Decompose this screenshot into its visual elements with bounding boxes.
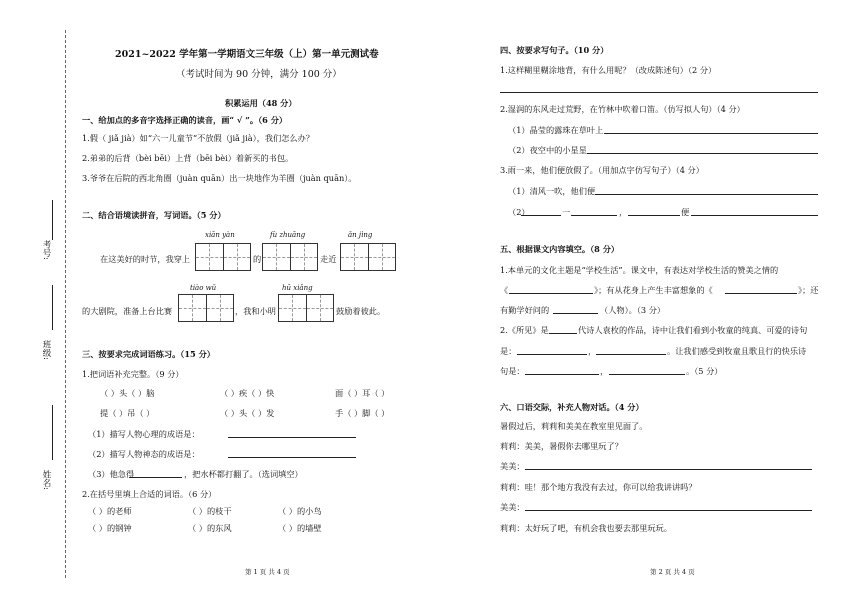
q5-l2b: 》；有从花身上产生丰富想象的《 — [594, 285, 713, 295]
q4-s3b-blank-1[interactable] — [521, 215, 561, 216]
q5-blank-8[interactable] — [609, 374, 685, 375]
phrase-2: （ ）的枝干 — [188, 506, 232, 516]
q5-heading: 五、根据课文内容填空。（8 分） — [500, 244, 620, 254]
exam-subtitle: （考试时间为 90 分钟，满分 100 分） — [176, 69, 342, 80]
pinyin-2: fù zhuāng — [270, 231, 306, 239]
q1-item-2: 2.弟弟的后背（bèi bēi）上背（bēi bèi）着新买的书包。 — [82, 153, 294, 163]
q4-s3a: （1）清风一吹，他们便 — [508, 186, 596, 196]
idiom-4: 提（ ）吊（ ） — [100, 408, 155, 418]
q4-s3b-blank-2[interactable] — [571, 215, 617, 216]
answer-grid-3[interactable] — [340, 243, 396, 271]
q4-s3b-blank-4[interactable] — [691, 215, 818, 216]
pinyin-5: hū xiǎng — [282, 284, 313, 292]
q3-a: （1）描写人物心理的成语是： — [88, 429, 200, 439]
q2-sentence-1c: 走近 — [320, 254, 337, 264]
q4-s1-blank[interactable] — [500, 92, 818, 93]
q4-s3b2: 一 — [562, 207, 571, 217]
q5-blank-2[interactable] — [725, 293, 797, 294]
q5-blank-7[interactable] — [525, 374, 599, 375]
banji-label: 班级: — [41, 340, 51, 360]
idiom-1: （ ）头（ ）脑 — [100, 388, 155, 398]
idiom-3: 面（ ）耳（ ） — [335, 388, 390, 398]
q6-l6: 莉莉：太好玩了吧，有机会我也要去那里玩玩。 — [500, 523, 672, 533]
answer-grid-2[interactable] — [262, 243, 318, 271]
q5-blank-6[interactable] — [596, 354, 666, 355]
q3-heading: 三、按要求完成词语练习。（15 分） — [82, 349, 215, 359]
section-title: 积累运用（48 分） — [225, 98, 297, 108]
q5-l1: 1.本单元的文化主题是“学校生活”。课文中，有表达对学校生活的赞美之情的 — [500, 265, 779, 275]
q2-sentence-2b: ，我和小明 — [235, 306, 276, 316]
q5-blank-1[interactable] — [509, 293, 593, 294]
pinyin-3: ǎn jìng — [348, 231, 373, 239]
q5-l4a: 2.《所见》是 — [500, 325, 549, 335]
q3-c-blank[interactable] — [129, 477, 182, 478]
q6-l2: 莉莉：美美，暑假你去哪里玩了？ — [500, 441, 623, 451]
q5-l2c: 》；还 — [798, 285, 819, 295]
q4-s2a: （1）晶莹的露珠在草叶上 — [508, 125, 604, 135]
q6-l1: 暑假过后，莉莉和美美在教室里见面了。 — [500, 421, 648, 431]
q4-heading: 四、按要求写句子。（10 分） — [500, 45, 609, 55]
q5-l3a: 有勤学好问的 — [500, 305, 550, 315]
q6-l5: 美美： — [500, 502, 525, 512]
page-number-right: 第 2 页 共 4 页 — [650, 568, 695, 576]
banji-line — [52, 285, 53, 330]
q6-blank-2[interactable] — [525, 510, 812, 511]
pinyin-4: tiào wǔ — [190, 284, 217, 292]
xingming-label: 姓名: — [41, 470, 51, 490]
q5-l6c: 。（5 分） — [686, 366, 723, 376]
q1-heading: 一、给加点的多音字选择正确的读音，画“ √ ”。（6 分） — [82, 115, 288, 125]
phrase-5: （ ）的东风 — [188, 523, 232, 533]
q4-s3b3: ， — [619, 207, 628, 217]
q4-s3: 3.雨一来，他们便放假了。（用加点字仿写句子）（4 分） — [500, 165, 704, 175]
phrase-6: （ ）的墙壁 — [278, 523, 322, 533]
q5-l5c: 。让我们感受到牧童且歌且行的快乐诗 — [667, 346, 807, 356]
q4-s2a-blank[interactable] — [604, 133, 818, 134]
q6-blank-1[interactable] — [525, 469, 812, 470]
q2-sentence-2a: 的大剧院，准备上台比赛 — [82, 306, 173, 316]
q2-sentence-1a: 在这美好的时节，我穿上 — [100, 254, 191, 264]
page-number-left: 第 1 页 共 4 页 — [245, 568, 290, 576]
q4-s3b1: （2） — [508, 207, 530, 217]
q2-sentence-1b: 的 — [253, 254, 262, 264]
q3-sub2: 2.在括号里填上合适的词语。（6 分） — [82, 489, 217, 499]
q5-blank-4[interactable] — [549, 333, 577, 334]
q6-l3: 美美： — [500, 461, 525, 471]
kaohao-line — [52, 200, 53, 240]
q1-item-3: 3.爷爷在后院的西北角圈（juàn quān）出一块地作为羊圈（juàn quān）。 — [82, 173, 357, 183]
q5-l6a: 句是： — [500, 366, 525, 376]
q4-s2b-blank[interactable] — [587, 153, 818, 154]
q2-heading: 二、结合语境读拼音，写词语。（5 分） — [82, 210, 226, 220]
xingming-line — [52, 405, 53, 460]
q5-l4b: 代诗人袁枚的作品，诗中让我们看到小牧童的纯真、可爱的诗句 — [578, 325, 808, 335]
q3-c: （3）他急得 — [88, 469, 135, 479]
answer-grid-1[interactable] — [195, 243, 251, 271]
idiom-2: （ ）疾（ ）快 — [220, 388, 275, 398]
q6-heading: 六、口语交际，补充人物对话。（4 分） — [500, 402, 644, 412]
q4-s2b: （2）夜空中的小星星 — [508, 145, 587, 155]
phrase-3: （ ）的小鸟 — [278, 506, 322, 516]
idiom-6: 手（ ）脚（ ） — [335, 408, 390, 418]
phrase-1: （ ）的老师 — [88, 506, 132, 516]
binding-line — [65, 30, 66, 578]
q5-blank-3[interactable] — [553, 313, 598, 314]
q5-blank-5[interactable] — [517, 354, 587, 355]
q1-item-1: 1.假（ jiǎ jià）如“六一儿童节”不放假（jiǎ jià），我们怎么办？ — [82, 133, 314, 143]
q3-sub1: 1.把词语补充完整。（9 分） — [82, 369, 184, 379]
q4-s3b-blank-3[interactable] — [628, 215, 680, 216]
q3-c2: ，把水杯都打翻了。（选词填空） — [184, 469, 303, 479]
kaohao-label: 考号: — [41, 240, 51, 260]
q3-b-blank[interactable] — [228, 457, 356, 458]
q3-b: （2）描写人物神态的成语是： — [88, 449, 200, 459]
pinyin-1: xiān yàn — [205, 231, 235, 239]
q5-l3b: （人物）。（3 分） — [600, 305, 666, 315]
answer-grid-5[interactable] — [278, 294, 334, 322]
q5-l6b: ， — [600, 366, 609, 376]
q6-l4: 莉莉：哇！那个地方我没有去过，你可以给我讲讲吗？ — [500, 482, 697, 492]
q4-s3b4: 便 — [681, 207, 690, 217]
q5-l5b: ， — [588, 346, 597, 356]
exam-title: 2021~2022 学年第一学期语文三年级（上）第一单元测试卷 — [115, 49, 379, 60]
q4-s1: 1.这样糊里糊涂地背，有什么用呢？（改成陈述句）（2 分） — [500, 65, 717, 75]
q5-l2a: 《 — [500, 285, 509, 295]
idiom-5: （ ）头（ ）发 — [220, 408, 275, 418]
q3-a-blank[interactable] — [228, 437, 356, 438]
q4-s2: 2.湿润的东风走过荒野，在竹林中吹着口笛。（仿写拟人句）（4 分） — [500, 104, 745, 114]
phrase-4: （ ）的钢钟 — [88, 523, 132, 533]
q5-l5a: 是： — [500, 346, 517, 356]
answer-grid-4[interactable] — [178, 294, 234, 322]
q2-sentence-2c: 鼓励着彼此。 — [336, 306, 386, 316]
q4-s3a-blank[interactable] — [595, 194, 818, 195]
